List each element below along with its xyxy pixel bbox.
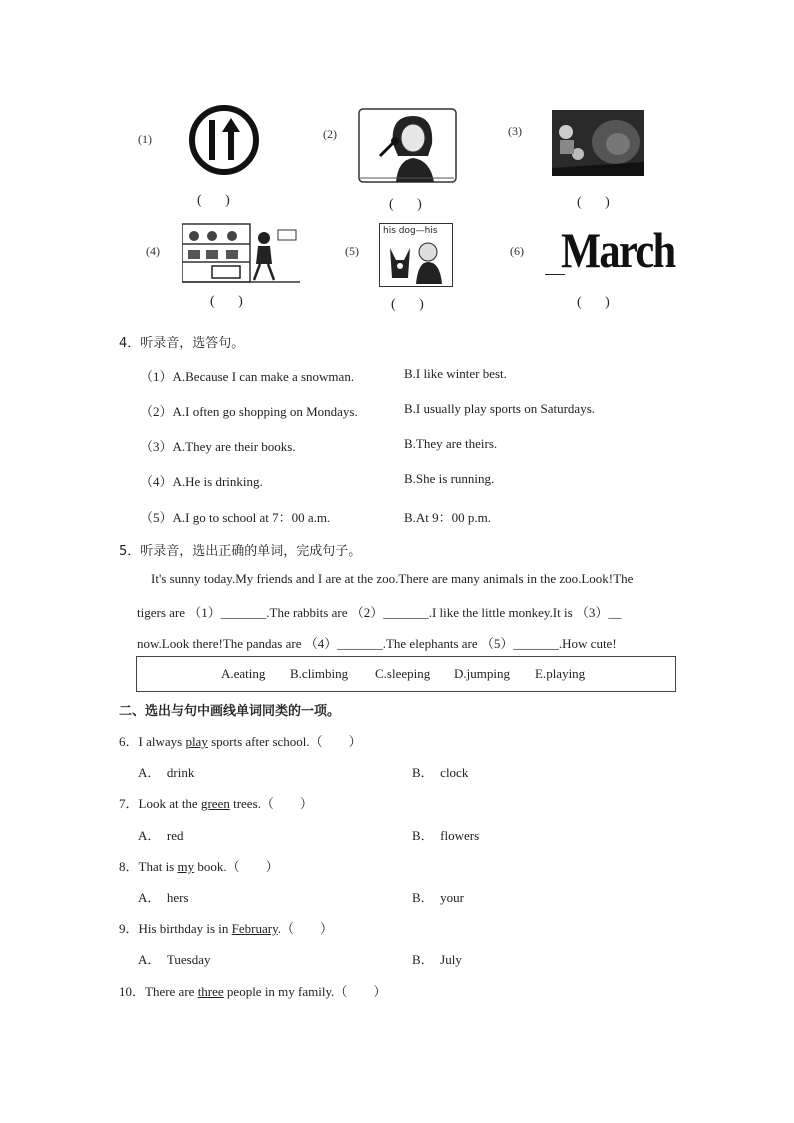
answer-paren-5: ( ): [391, 297, 424, 312]
q6-post: sports after school.（ ）: [207, 734, 362, 749]
picture-label-3: (3): [508, 124, 522, 138]
question-7: [119, 793, 313, 812]
q5-word-c: C.sleeping: [375, 666, 431, 681]
q4-title: 4．听录音，选答句。: [119, 336, 245, 351]
lion-photo-icon: [552, 110, 644, 176]
q6-option-a: A． drink: [138, 765, 195, 780]
q6-option-b: B． clock: [412, 765, 469, 780]
section-2-title: 二、选出与句中画线单词同类的一项。: [119, 704, 341, 719]
q9-option-b: B． July: [412, 952, 462, 967]
q4-option-4a: （4）A.He is drinking.: [140, 474, 263, 489]
his-dog-picture: [379, 223, 453, 287]
picture-label-4: (4): [146, 244, 160, 258]
question-9: [119, 918, 333, 937]
q7-option-b: B． flowers: [412, 828, 480, 843]
q5-word-e: E.playing: [535, 666, 586, 681]
picture-label-5: (5): [345, 244, 359, 258]
q9-post: .（ ）: [277, 921, 334, 936]
q8-underlined-word: my: [177, 859, 195, 874]
q5-word-d: D.jumping: [454, 666, 510, 681]
his-dog-icon: [382, 238, 450, 284]
q4-option-5b: B.At 9：00 p.m.: [404, 510, 492, 525]
q5-passage-line-2: tigers are （1）_______.The rabbits are （2）_______.I like the little monkey.It is （3）__: [137, 605, 622, 620]
q4-option-2a: （2）A.I often go shopping on Mondays.: [140, 404, 358, 419]
q8-option-a: A． hers: [138, 890, 189, 905]
q9-underlined-word: February: [231, 921, 278, 936]
q4-option-1b: B.I like winter best.: [404, 366, 507, 381]
q8-pre: 8．That is: [119, 859, 178, 874]
q4-option-3a: （3）A.They are their books.: [140, 439, 296, 454]
q6-underlined-word: play: [185, 734, 208, 749]
answer-paren-4: ( ): [210, 294, 243, 309]
q7-post: trees.（ ）: [229, 796, 313, 811]
q4-option-2b: B.I usually play sports on Saturdays.: [404, 401, 596, 416]
q8-option-b: B． your: [412, 890, 465, 905]
answer-paren-6: ( ): [577, 295, 610, 310]
q10-underlined-word: three: [197, 984, 224, 999]
q4-option-4b: B.She is running.: [404, 471, 495, 486]
q10-post: people in my family.（ ）: [223, 984, 387, 999]
answer-paren-1: ( ): [197, 193, 230, 208]
q4-option-3b: B.They are theirs.: [404, 436, 498, 451]
q5-word-b: B.climbing: [290, 666, 349, 681]
q7-pre: 7．Look at the: [119, 796, 201, 811]
answer-paren-2: ( ): [389, 197, 422, 212]
his-dog-caption: his dog—his: [383, 226, 438, 236]
picture-label-6: (6): [510, 244, 524, 258]
no-passing-sign-icon: [186, 104, 262, 176]
picture-label-1: (1): [138, 132, 152, 146]
answer-paren-3: ( ): [577, 195, 610, 210]
q5-title: 5．听录音，选出正确的单词，完成句子。: [119, 544, 362, 559]
q5-word-a: A.eating: [221, 666, 266, 681]
q10-pre: 10．There are: [119, 984, 198, 999]
q5-passage-line-1: It's sunny today.My friends and I are at the zoo.There are many animals in the zoo.Look!The: [151, 571, 634, 586]
q9-option-a: A． Tuesday: [138, 952, 211, 967]
question-6: [119, 731, 362, 750]
q8-post: book.（ ）: [194, 859, 279, 874]
q7-underlined-word: green: [200, 796, 230, 811]
march-word: March: [561, 222, 675, 278]
q4-option-5a: （5）A.I go to school at 7：00 a.m.: [140, 510, 331, 525]
shopping-icon: [182, 222, 300, 284]
question-10: [119, 981, 386, 1000]
q9-pre: 9．His birthday is in: [119, 921, 232, 936]
q4-option-1a: （1）A.Because I can make a snowman.: [140, 369, 355, 384]
question-8: [119, 856, 279, 875]
q6-pre: 6．I always: [119, 734, 186, 749]
girl-singing-icon: [358, 108, 458, 184]
q7-option-a: A． red: [138, 828, 184, 843]
picture-label-2: (2): [323, 127, 337, 141]
q5-passage-line-3: now.Look there!The pandas are （4）_______.The elephants are （5）_______.How cute!: [137, 636, 617, 651]
